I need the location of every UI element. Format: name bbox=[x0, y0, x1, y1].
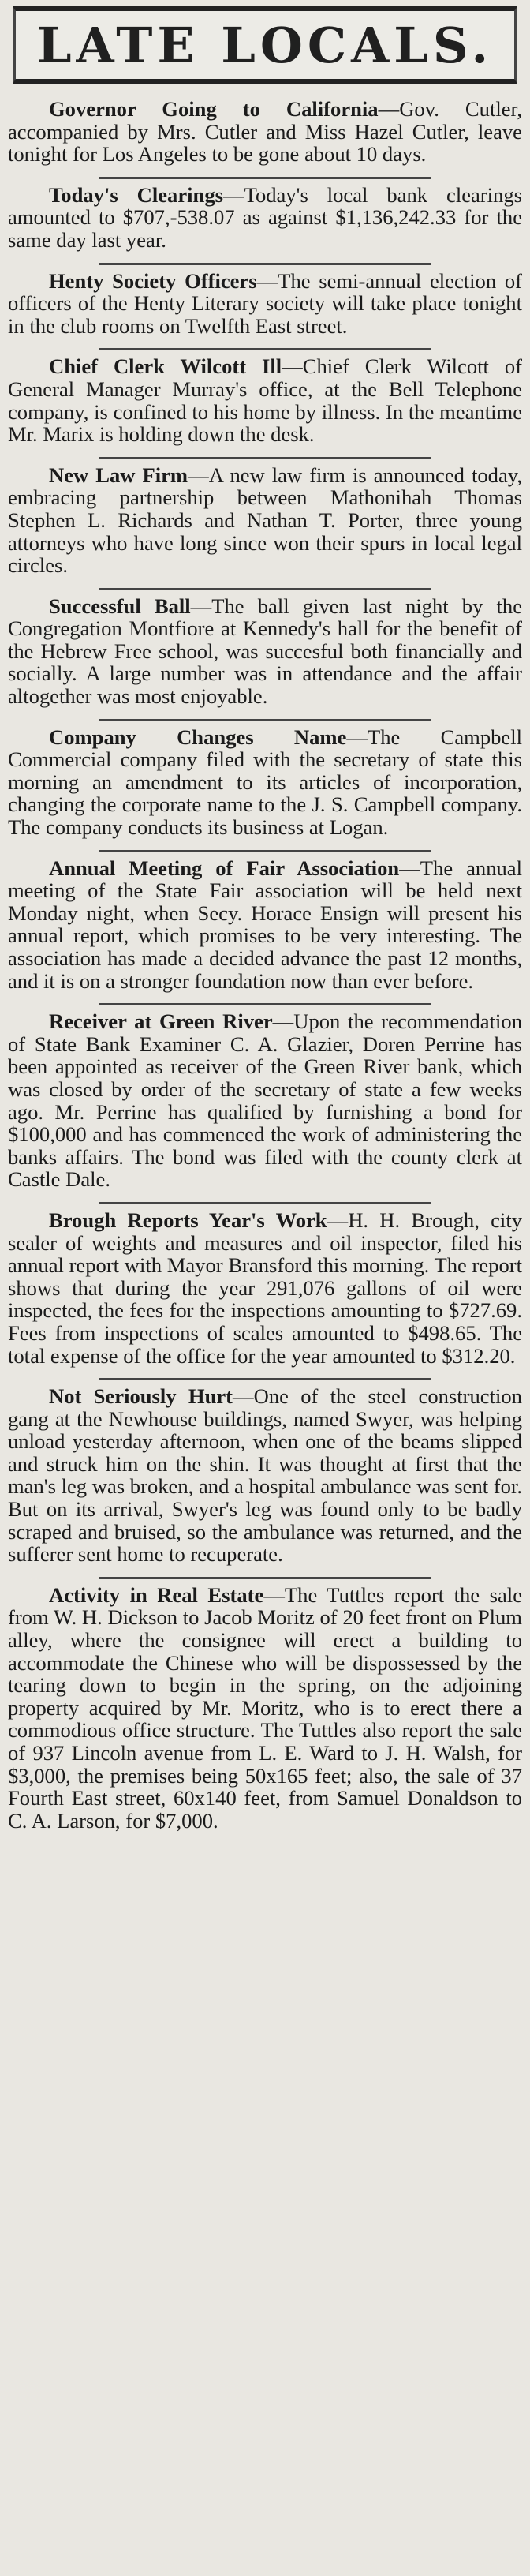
divider bbox=[99, 177, 431, 179]
divider bbox=[99, 588, 431, 590]
item-headline: Company Changes Name bbox=[49, 724, 347, 749]
item-body: —Upon the recommendation of State Bank Examiner C. A. Glazier, Doren Perrine has been appointed as receiver of the Green River bank, which was closed by order of the secretary of state a few weeks ago. Mr. Perrine has qualified by furnishing a bond for $100,000 and has commenced the work of administering the banks affairs. The bond was filed with the county clerk at Castle Dale. bbox=[8, 1009, 522, 1192]
news-item bbox=[8, 726, 522, 839]
item-body: —Chief Clerk Wilcott of General Manager Murray's office, at the Bell Telephone company, is confined to his home by illness. In the meantime Mr. Marix is holding down the desk. bbox=[8, 354, 522, 447]
divider bbox=[99, 348, 431, 350]
item-body: —One of the steel construction gang at the Newhouse buildings, named Swyer, was helping unload yesterday afternoon, when one of the beams slipped and struck him on the shin. It was thought at first that the man's leg was broken, and a hospital ambulance was sent for. But on its arrival, Swyer's leg was found only to be badly scraped and bruised, so the ambulance was returned, and the sufferer sent home to recuperate. bbox=[8, 1384, 522, 1567]
divider bbox=[99, 457, 431, 459]
divider bbox=[99, 1202, 431, 1204]
item-headline: Activity in Real Estate bbox=[49, 1582, 264, 1607]
item-headline: Successful Ball bbox=[49, 593, 191, 618]
item-headline: Receiver at Green River bbox=[49, 1009, 273, 1034]
item-headline: Henty Society Officers bbox=[49, 268, 257, 293]
newspaper-column bbox=[0, 6, 530, 2576]
news-item bbox=[8, 1584, 522, 1833]
news-item bbox=[8, 1209, 522, 1367]
item-body: —A new law firm is announced today, embracing partnership between Mathonihah Thomas Stephen L. Richards and Nathan T. Porter, three young attorneys who have long since won their spurs in local legal circles. bbox=[8, 462, 522, 578]
divider bbox=[99, 263, 431, 265]
item-body: —Gov. Cutler, accompanied by Mrs. Cutler and Miss Hazel Cutler, leave tonight for Los Angeles to be gone about 10 days. bbox=[8, 97, 522, 167]
news-item bbox=[8, 355, 522, 445]
divider bbox=[99, 1577, 431, 1579]
news-item bbox=[8, 857, 522, 993]
item-headline: Governor Going to California bbox=[49, 97, 379, 121]
item-body: —The Tuttles report the sale from W. H. Dickson to Jacob Moritz of 20 feet front on Plum alley, where the consignee will erect a building to accommodate the Chinese who will be dispossessed by the tearing down to begin in the spring, on the adjoining property acquired by Mr. Moritz, who is to erect there a commodious office structure. The Tuttles also report the sale of 937 Lincoln avenue from L. E. Ward to J. H. Walsh, for $3,000, the premises being 50x165 feet; also, the sale of 37 Fourth East street, 60x140 feet, from Samuel Donaldson to C. A. Larson, for $7,000. bbox=[8, 1582, 522, 1833]
item-body: —The ball given last night by the Congregation Montfiore at Kennedy's hall for the benefit of the Hebrew Free school, was succesful both financially and socially. A large number was in attendance and the affair altogether was most enjoyable. bbox=[8, 593, 522, 709]
divider bbox=[99, 1378, 431, 1380]
news-item bbox=[8, 184, 522, 252]
item-headline: Today's Clearings bbox=[49, 182, 223, 207]
item-headline: Chief Clerk Wilcott Ill bbox=[49, 354, 282, 379]
news-item bbox=[8, 270, 522, 338]
news-item bbox=[8, 464, 522, 577]
item-headline: Annual Meeting of Fair Association bbox=[49, 856, 400, 880]
divider bbox=[99, 1003, 431, 1005]
item-body: —H. H. Brough, city sealer of weights and measures and oil inspector, filed his annual report with Mayor Bransford this morning. The report shows that during the year 291,076 gallons of oil were inspected, the fees for the inspections amounting to $727.69. Fees from inspections of scales amounted to $498.65. The total expense of the office for the year amounted to $312.20. bbox=[8, 1208, 522, 1368]
masthead bbox=[13, 6, 517, 84]
item-body: —Today's local bank clearings amounted to $707,-538.07 as against $1,136,242.33 for the same day last year. bbox=[8, 182, 522, 252]
news-item bbox=[8, 1010, 522, 1191]
item-headline: Not Seriously Hurt bbox=[49, 1384, 233, 1409]
news-item bbox=[8, 1385, 522, 1566]
divider bbox=[99, 719, 431, 721]
item-headline: New Law Firm bbox=[49, 462, 188, 487]
divider bbox=[99, 850, 431, 852]
news-item bbox=[8, 595, 522, 708]
item-body: —The semi-annual election of officers of the Henty Literary society will take place tonight in the club rooms on Twelfth East street. bbox=[8, 268, 522, 338]
item-body: —The Campbell Commercial company filed with the secretary of state this morning an amendment to its articles of incorporation, changing the corporate name to the J. S. Campbell company. The company conducts its business at Logan. bbox=[8, 724, 522, 840]
item-body: —The annual meeting of the State Fair association will be held next Monday night, when Secy. Horace Ensign will present his annual report, which promises to be very interesting. The association has made a decided advance the past 12 months, and it is on a stronger foundation now than ever before. bbox=[8, 856, 522, 993]
masthead-title: LATE LOCALS. bbox=[36, 16, 494, 74]
news-item bbox=[8, 98, 522, 166]
item-headline: Brough Reports Year's Work bbox=[49, 1208, 327, 1232]
